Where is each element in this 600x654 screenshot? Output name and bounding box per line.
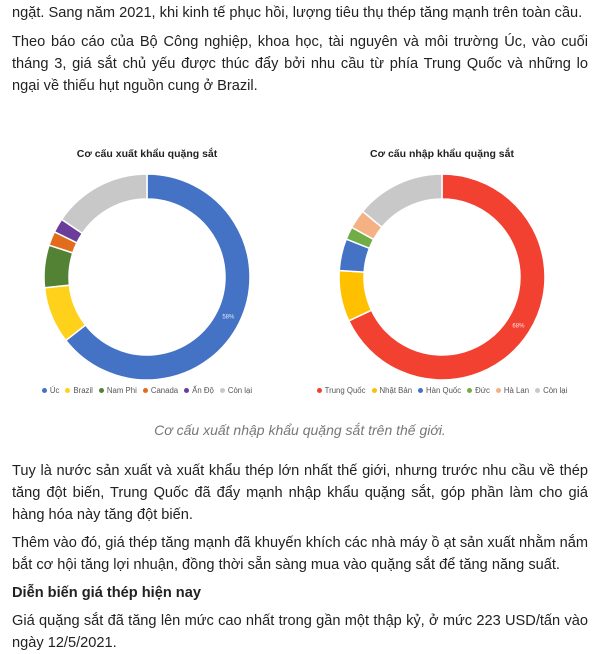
legend-swatch-icon: [535, 388, 540, 393]
paragraph-china: Tuy là nước sản xuất và xuất khẩu thép lớn nhất thế giới, nhưng trước nhu cầu về thép tăng đột biến, Trung Quốc đã đẩy mạnh nhập khẩu quặng sắt, góp phần làm cho giá hàng hóa này tăng đột biến.: [12, 463, 588, 523]
paragraph-intro: ngặt. Sang năm 2021, khi kinh tế phục hồi, lượng tiêu thụ thép tăng mạnh trên toàn cầu.: [12, 5, 583, 21]
legend-item: [42, 386, 60, 395]
legend-swatch-icon: [143, 388, 148, 393]
paragraph-factories: Thêm vào đó, giá thép tăng mạnh đã khuyến khích các nhà máy ồ ạt sản xuất nhằm nắm bắt cơ hội tăng lợi nhuận, đồng thời sẵn sàng mua vào quặng sắt để tăng năng suất.: [12, 535, 588, 573]
legend-item: [184, 386, 214, 395]
import-donut: [327, 170, 557, 385]
legend-item: [418, 386, 461, 395]
legend-label: Còn lại: [227, 386, 253, 395]
import-chart-title: Cơ cấu nhập khẩu quặng sắt: [370, 148, 514, 160]
legend-swatch-icon: [65, 388, 70, 393]
donut-slice-6: [62, 174, 147, 233]
legend-item: [65, 386, 93, 395]
import-chart: [307, 130, 577, 410]
legend-swatch-icon: [42, 388, 47, 393]
legend-label: Nhật Bản: [379, 386, 413, 395]
slice-value-label: 68%: [512, 323, 525, 330]
legend-item: [317, 386, 366, 395]
paragraph-report: Theo báo cáo của Bộ Công nghiệp, khoa học, tài nguyên và môi trường Úc, vào cuối tháng 3, giá sắt chủ yếu được thúc đẩy bởi nhu cầu từ phía Trung Quốc và những lo ngại về thiếu hụt nguồn cung ở Brazil.: [12, 34, 588, 94]
paragraph-price: Giá quặng sắt đã tăng lên mức cao nhất trong gần một thập kỷ, ở mức 223 USD/tấn vào ngày 12/5/2021.: [12, 613, 588, 651]
legend-swatch-icon: [496, 388, 501, 393]
legend-swatch-icon: [317, 388, 322, 393]
slice-value-label: 58%: [222, 314, 235, 321]
section-heading: Diễn biến giá thép hiện nay: [12, 585, 201, 601]
legend-label: Úc: [49, 386, 60, 395]
legend-label: Nam Phi: [106, 386, 137, 395]
legend-swatch-icon: [99, 388, 104, 393]
import-legend: [307, 386, 577, 395]
legend-swatch-icon: [184, 388, 189, 393]
figure-caption: Cơ cấu xuất nhập khẩu quặng sắt trên thế giới.: [154, 422, 446, 438]
legend-swatch-icon: [418, 388, 423, 393]
legend-label: Còn lại: [543, 386, 568, 395]
legend-item: [372, 386, 413, 395]
legend-item: [535, 386, 567, 395]
legend-swatch-icon: [467, 388, 472, 393]
figure-charts: [12, 130, 588, 410]
legend-item: [496, 386, 529, 395]
legend-item: [220, 386, 252, 395]
legend-swatch-icon: [220, 388, 225, 393]
legend-item: [99, 386, 137, 395]
export-legend: [12, 386, 282, 395]
export-chart-title: Cơ cấu xuất khẩu quặng sắt: [76, 148, 218, 160]
legend-label: Ấn Độ: [192, 386, 214, 395]
legend-item: [467, 386, 490, 395]
legend-label: Trung Quốc: [324, 386, 366, 395]
export-donut: [32, 170, 262, 385]
donut-slice-2: [339, 271, 371, 321]
legend-label: Hà Lan: [503, 386, 530, 395]
legend-label: Đức: [475, 386, 490, 395]
legend-label: Hàn Quốc: [426, 386, 462, 395]
legend-label: Brazil: [73, 386, 93, 395]
legend-label: Canada: [150, 386, 179, 395]
legend-swatch-icon: [372, 388, 377, 393]
legend-item: [143, 386, 178, 395]
export-chart: [12, 130, 282, 410]
donut-slice-6: [363, 174, 442, 227]
